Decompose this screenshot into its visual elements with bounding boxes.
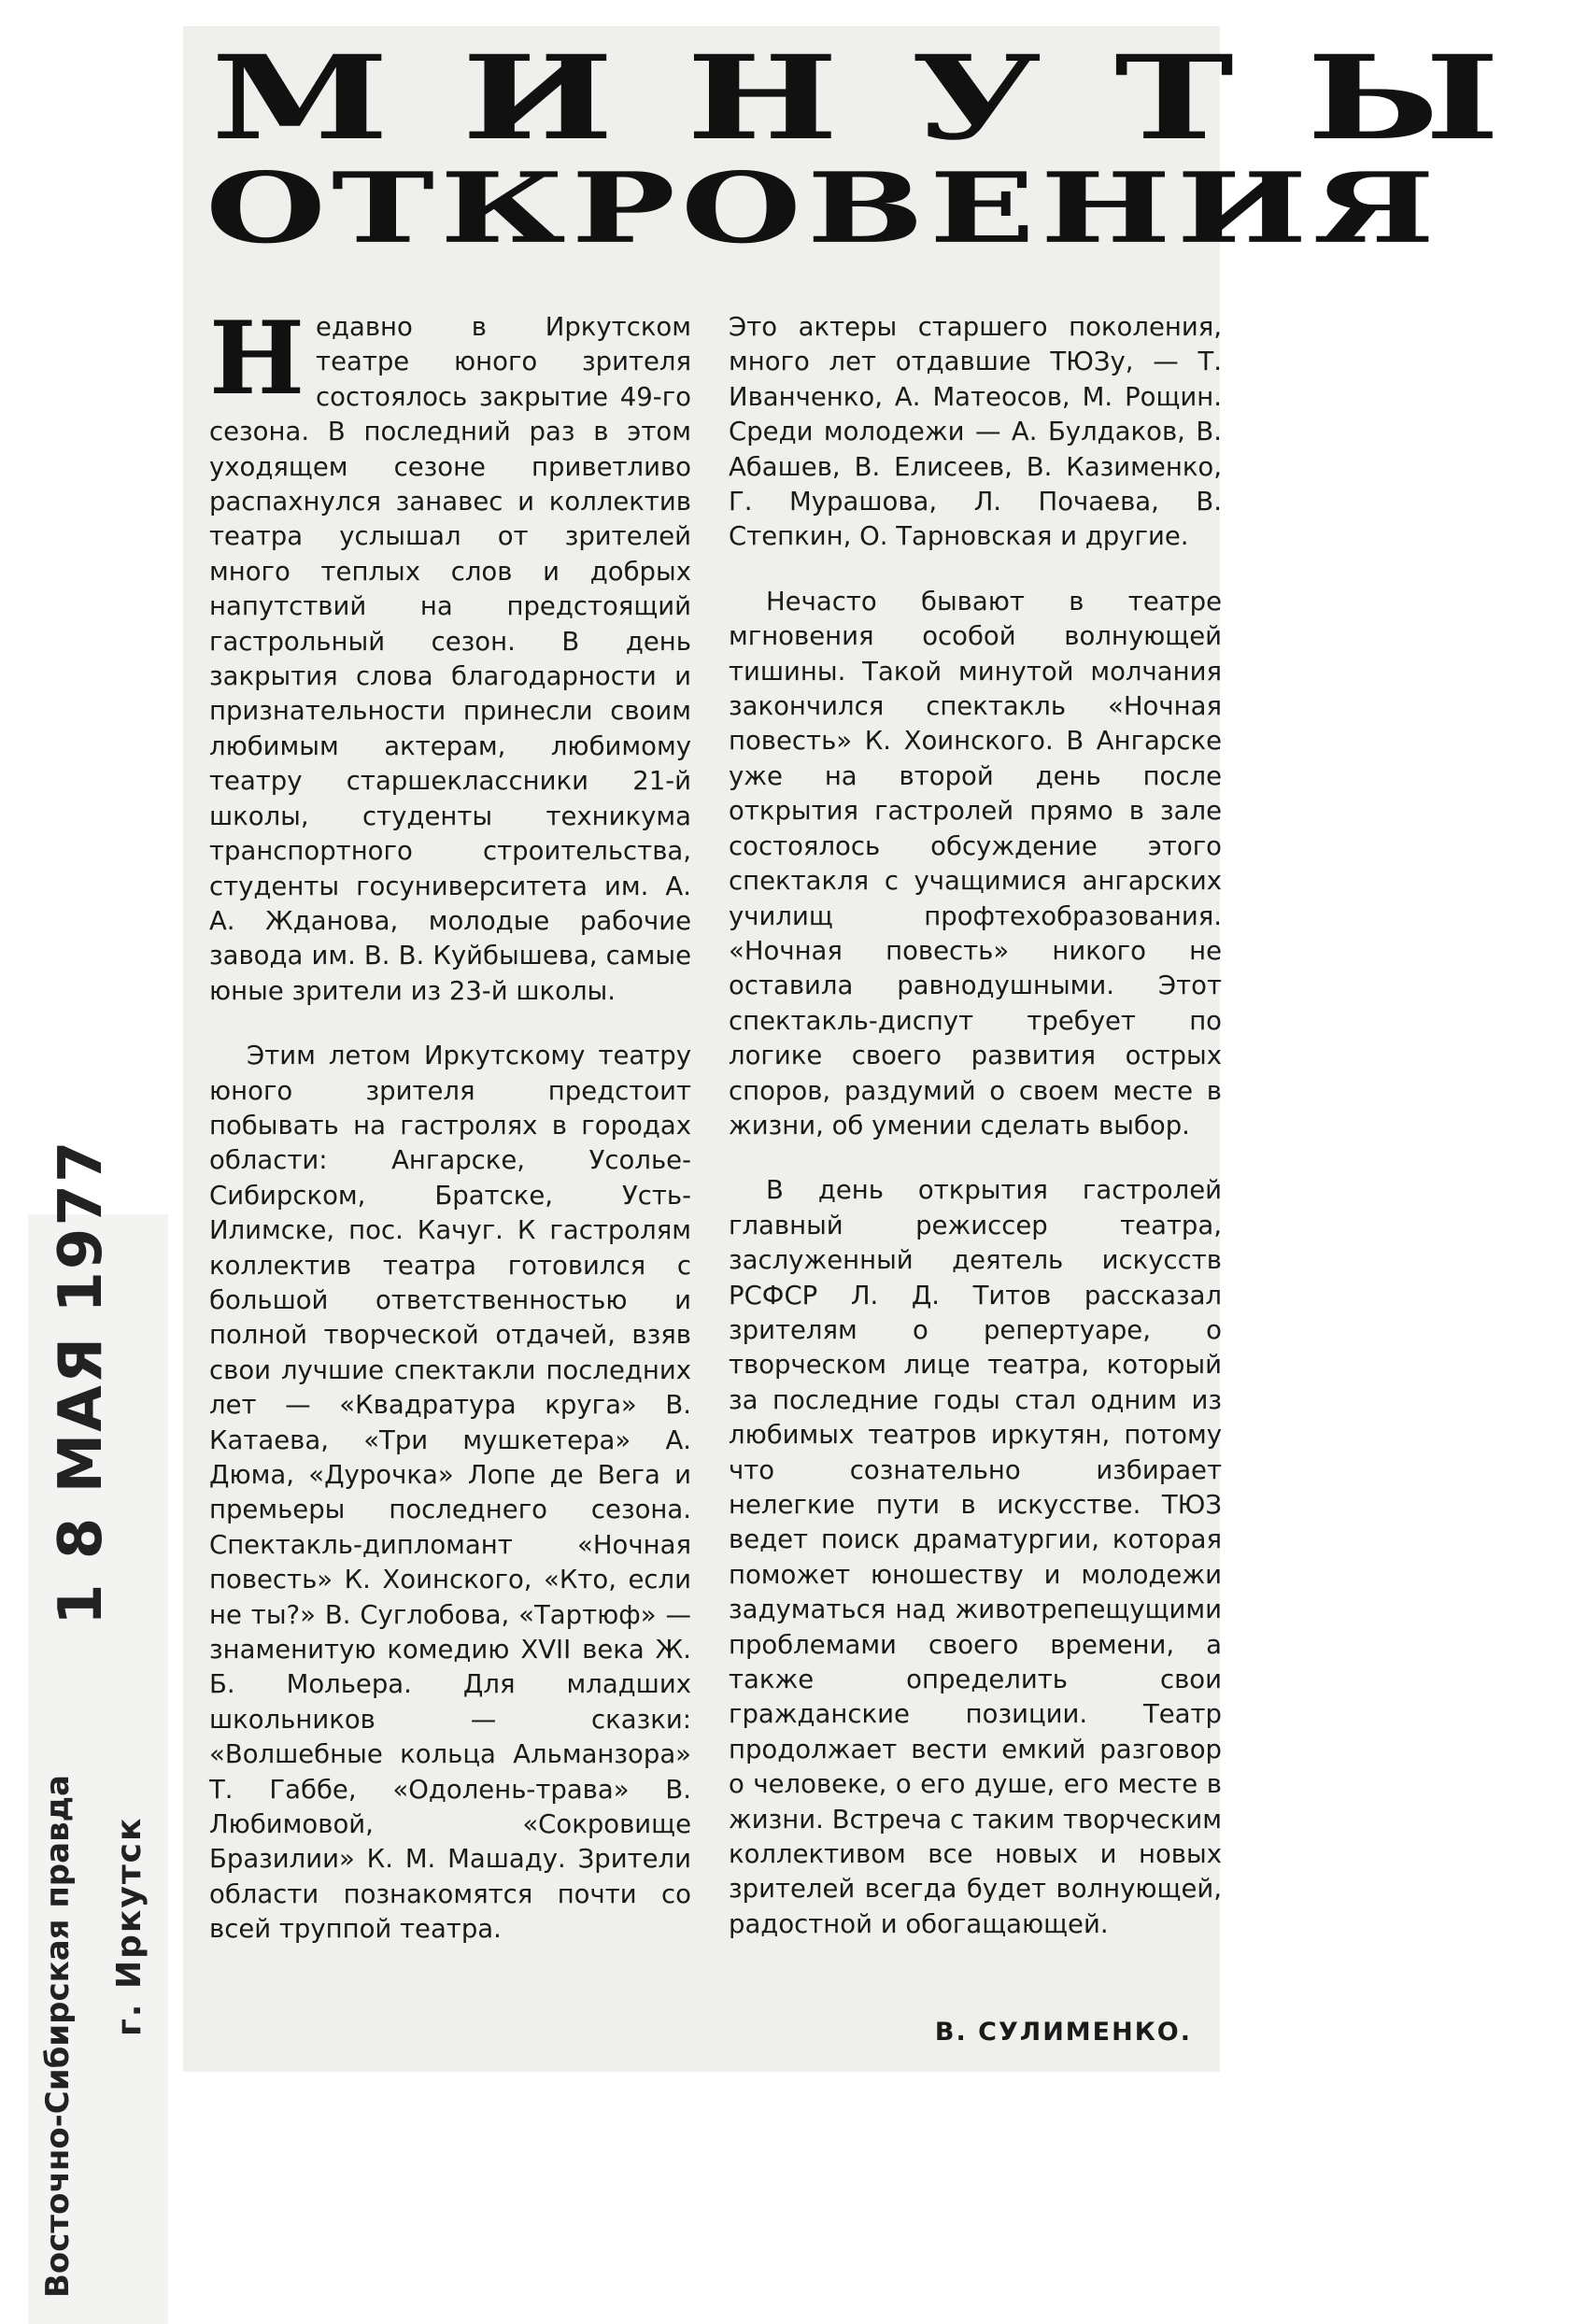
paragraph: В день открытия гастролей главный режиссер театра, заслуженный деятель искусств РСФСР Л. Д. Титов рассказал зрителям о репертуаре, о творческом лице театра, который за последние годы стал одним из любимых театров иркутян, потому что сознательно избирает нелегкие пути в искусстве. ТЮЗ ведет поиск драматургии, которая поможет юношеству и молодежи задуматься над животрепещущими проблемами своего времени, а также определить свои гражданские позиции. Театр продолжает вести емкий разговор о человеке, о его душе, его месте в жизни. Встреча с таким творческим коллективом все новых и новых зрителей всегда будет волнующей, радостной и обогащающей.: [729, 1175, 1222, 1939]
newspaper-name-stamp: Восточно-Сибирская правда: [39, 1774, 77, 2298]
paragraph: Нечасто бывают в театре мгновения особой волнующей тишины. Такой минутой молчания закончился спектакль «Ночная повесть» К. Хоинского. В Ангарске уже на второй день после открытия гастролей прямо в зале состоялось обсуждение этого спектакля с учащимися ангарских училищ профтехобразования. «Ночная повесть» никого не оставила равнодушными. Этот спектакль-диспут требует по логике своего развития острых споров, раздумий о своем месте в жизни, об умении сделать выбор.: [729, 586, 1222, 1141]
column-right: [729, 310, 1222, 1942]
paragraph: Этим летом Иркутскому театру юного зрителя предстоит побывать на гастролях в городах области: Ангарске, Усолье-Сибирском, Братске, Усть-Илимске, пос. Качуг. К гастролям коллектив театра готовился с большой ответственностью и полной творческой отдачей, взяв свои лучшие спектакли последних лет — «Квадратура круга» В. Катаева, «Три мушкетера» А. Дюма, «Дурочка» Лопе де Вега и премьеры последнего сезона. Спектакль-дипломант «Ночная повесть» К. Хоинского, «Кто, если не ты?» В. Суглобова, «Тартюф» — знаменитую комедию XVII века Ж. Б. Мольера. Для младших школьников — сказки: «Волшебные кольца Альманзора» Т. Габбе, «Одолень-трава» В. Любимовой, «Сокровище Бразилии» К. М. Машаду. Зрители области познакомятся почти со всей труппой театра.: [209, 1041, 691, 1945]
date-stamp: 1 8 МАЯ 1977: [47, 1139, 116, 1625]
title-line-1: МИНУТЫ: [211, 29, 1573, 166]
title-line-2: ОТКРОВЕНИЯ: [205, 150, 1440, 265]
column-left: [209, 300, 691, 1948]
paragraph: [209, 300, 691, 1009]
paragraph-text: едавно в Иркутском театре юного зрителя состоялось закрытие 49-го сезона. В последний раз в этом уходящем сезоне приветливо распахнулся занавес и коллектив театра услышал от зрителей много теплых слов и добрых напутствий на предстоящий гастрольный сезон. В день закрытия слова благодарности и признательности принесли своим любимым актерам, любимому театру старшеклассники 21-й школы, студенты техникума транспортного строительства, студенты госуниверситета им. А. А. Жданова, молодые рабочие завода им. В. В. Куйбышева, самые юные зрители из 23-й школы.: [209, 312, 691, 1006]
city-stamp: г. Иркутск: [110, 1816, 149, 2036]
author-signature: В. СУЛИМЕНКО.: [934, 2018, 1192, 2047]
drop-cap: Н: [209, 300, 305, 418]
paragraph: Это актеры старшего поколения, много лет отдавшие ТЮЗу, — Т. Иванченко, А. Матеосов, М. Рощин. Среди молодежи — А. Булдаков, В. Абашев, В. Елисеев, В. Казименко, Г. Мурашова, Л. Почаева, В. Степкин, О. Тарновская и другие.: [729, 312, 1222, 552]
